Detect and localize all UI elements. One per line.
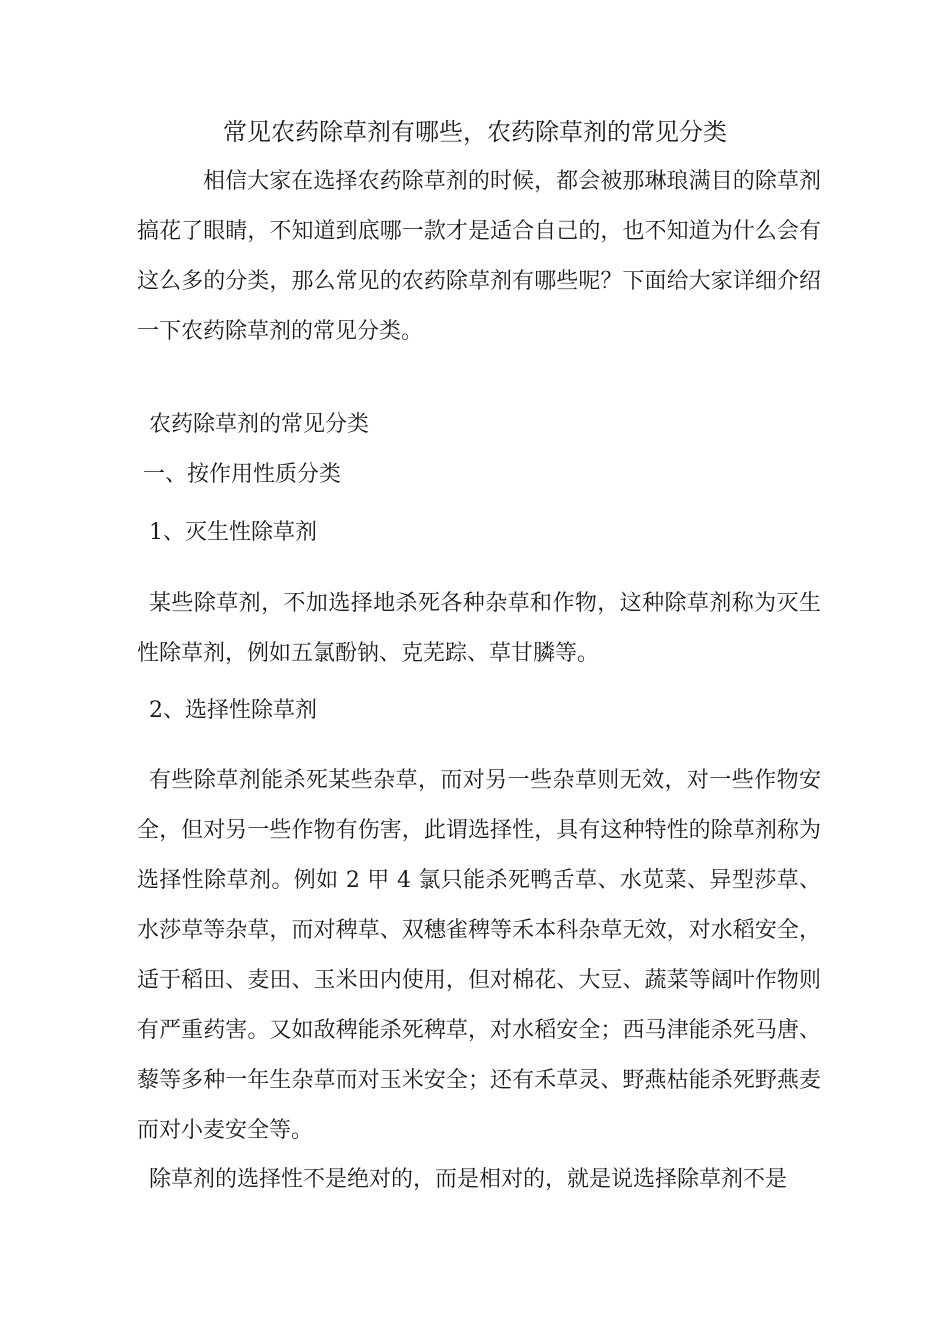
subsection-paragraph-1: 某些除草剂，不加选择地杀死各种杂草和作物，这种除草剂称为灭生性除草剂，例如五氯酚钠、克芜踪、草甘膦等。 xyxy=(137,591,821,666)
category-heading: 一、按作用性质分类 xyxy=(143,462,342,487)
subsection-heading-1: 1、灭生性除草剂 xyxy=(149,520,317,545)
intro-paragraph: 相信大家在选择农药除草剂的时候，都会被那琳琅满目的除草剂搞花了眼睛，不知道到底哪一款才是适合自己的，也不知道为什么会有这么多的分类，那么常见的农药除草剂有哪些呢？下面给大家详细介绍一下农药除草剂的常见分类。 xyxy=(137,169,821,344)
subsection-paragraph-3: 除草剂的选择性不是绝对的，而是相对的，就是说选择除草剂不是 xyxy=(149,1167,788,1192)
section-title: 农药除草剂的常见分类 xyxy=(149,412,370,437)
subsection-paragraph-2: 有些除草剂能杀死某些杂草，而对另一些杂草则无效，对一些作物安全，但对另一些作物有伤害，此谓选择性，具有这种特性的除草剂称为选择性除草剂。例如 2 甲 4 氯只能杀死鸭舌草、水苋菜、异型莎草、水莎草等杂草，而对稗草、双穗雀稗等禾本科杂草无效，对水稻安全，适于稻田、麦田、玉米田内使用，但对棉花、大豆、蔬菜等阔叶作物则有严重药害。又如敌稗能杀死稗草，对水稻安全；西马津能杀死马唐、藜等多种一年生杂草而对玉米安全；还有禾草灵、野燕枯能杀死野燕麦而对小麦安全等。 xyxy=(137,768,821,1143)
subsection-heading-2: 2、选择性除草剂 xyxy=(149,698,317,723)
document-title: 常见农药除草剂有哪些，农药除草剂的常见分类 xyxy=(223,118,727,146)
